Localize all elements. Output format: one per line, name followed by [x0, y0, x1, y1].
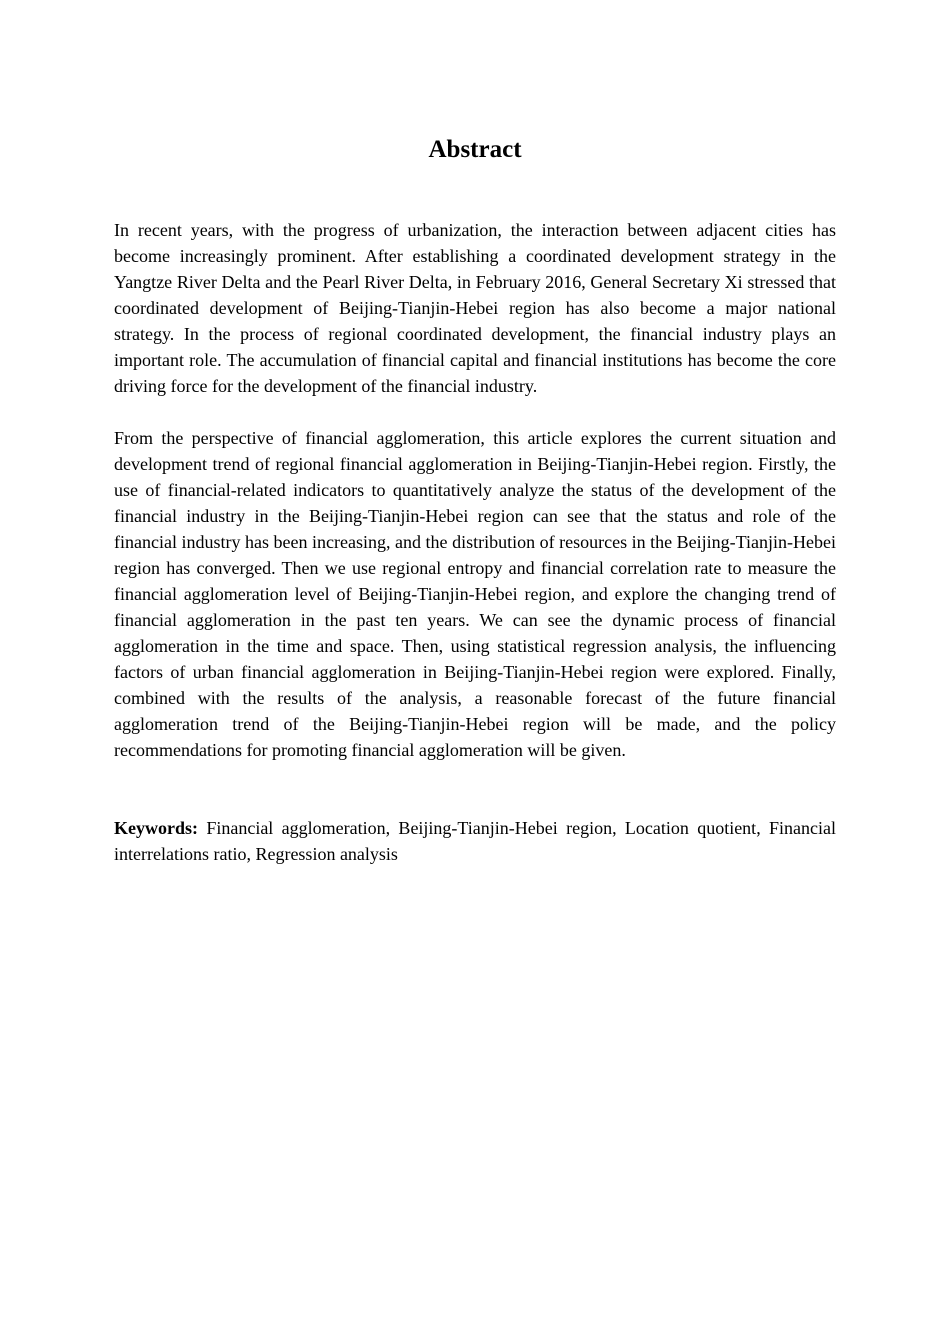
abstract-title: Abstract — [428, 136, 522, 163]
abstract-paragraph-1: In recent years, with the progress of urbanization, the interaction between adjacent cities has become increasingly prominent. After establishing a coordinated development strategy in the Yangtze River Delta and the Pearl River Delta, in February 2016, General Secretary Xi stressed that coordinated development of Beijing-Tianjin-Hebei region has also become a major national strategy. In the process of regional coordinated development, the financial industry plays an important role. The accumulation of financial capital and financial institutions has become the core driving force for the development of the financial industry. — [114, 220, 836, 396]
abstract-paragraph-2: From the perspective of financial agglomeration, this article explores the current situation and development trend of regional financial agglomeration in Beijing-Tianjin-Hebei region. Firstly, the use of financial-related indicators to quantitatively analyze the status of the development of the financial industry in the Beijing-Tianjin-Hebei region can see that the status and role of the financial industry has been increasing, and the distribution of resources in the Beijing-Tianjin-Hebei region has converged. Then we use regional entropy and financial correlation rate to measure the financial agglomeration level of Beijing-Tianjin-Hebei region, and explore the changing trend of financial agglomeration in the past ten years. We can see the dynamic process of financial agglomeration in the time and space. Then, using statistical regression analysis, the influencing factors of urban financial agglomeration in Beijing-Tianjin-Hebei region were explored. Finally, combined with the results of the analysis, a reasonable forecast of the future financial agglomeration trend of the Beijing-Tianjin-Hebei region will be made, and the policy recommendations for promoting financial agglomeration will be given. — [114, 428, 836, 760]
keywords-label: Keywords: — [114, 818, 198, 838]
keywords-text: Financial agglomeration, Beijing-Tianjin-Hebei region, Location quotient, Financial interrelations ratio, Regression analysis — [114, 818, 836, 864]
keywords-line — [114, 815, 836, 867]
